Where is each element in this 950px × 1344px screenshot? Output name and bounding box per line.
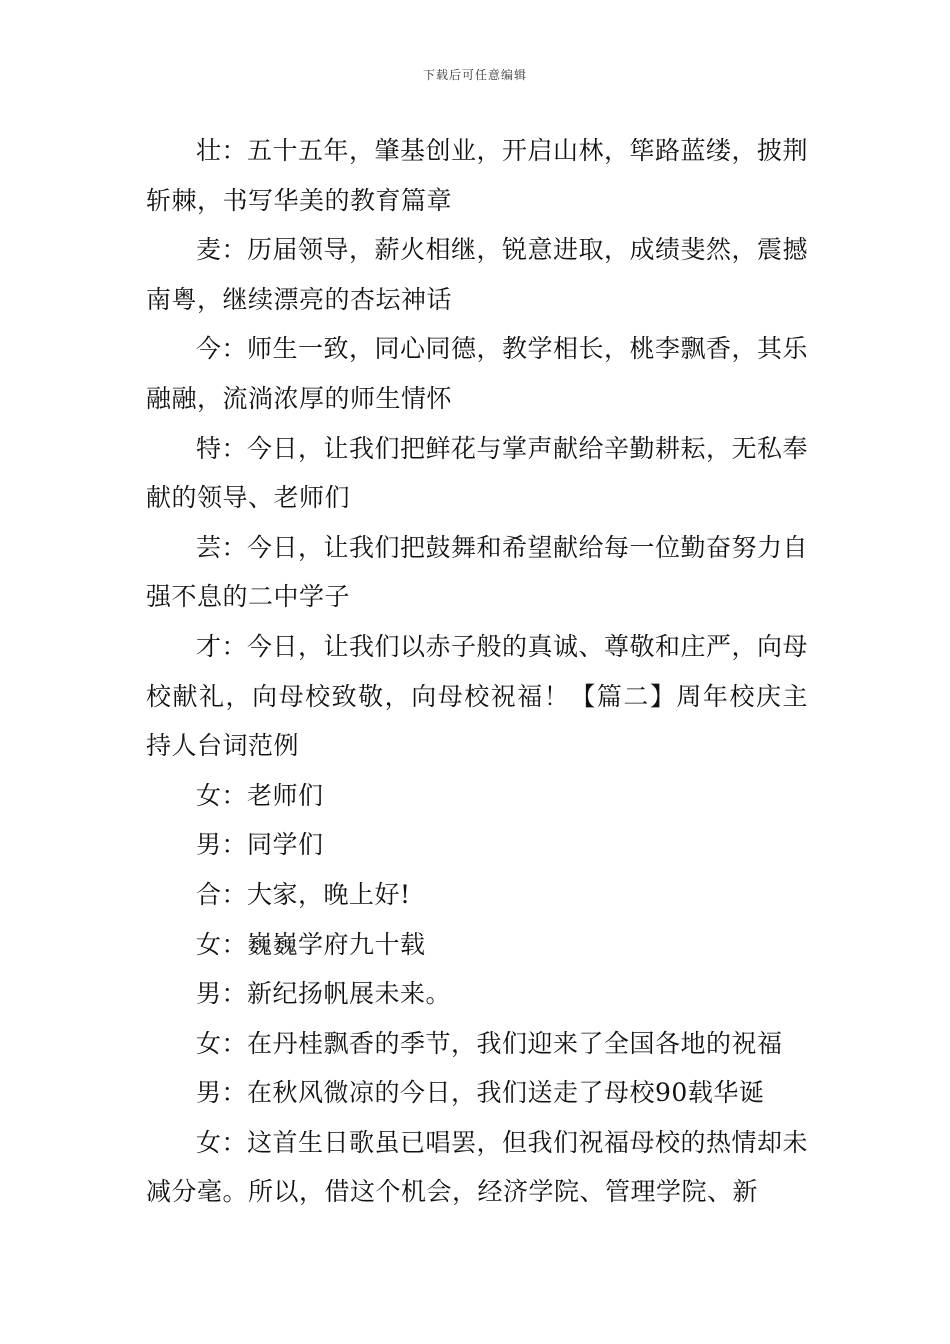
dialogue-line-female-90-years: 女：巍巍学府九十载 xyxy=(196,929,426,959)
paragraph-yun: 芸：今日，让我们把鼓舞和希望献给每一位勤奋努力自强不息的二中学子 xyxy=(146,532,809,612)
dialogue-line-together-greeting: 合：大家，晚上好! xyxy=(196,879,411,909)
dialogue-line-female-birthday-song: 女：这首生日歌虽已唱罢，但我们祝福母校的热情却未减分毫。所以，借这个机会，经济学院、管理学院、新 xyxy=(146,1127,809,1207)
dialogue-line-female-teachers: 女：老师们 xyxy=(196,780,324,810)
document-body xyxy=(146,126,808,1217)
dialogue-line-male-autumn: 男：在秋风微凉的今日，我们送走了母校90载华诞 xyxy=(196,1078,765,1108)
paragraph-zhuang: 壮：五十五年，肇基创业，开启山林，筚路蓝缕，披荆斩棘，书写华美的教育篇章 xyxy=(146,136,809,215)
paragraph-mai: 麦：历届领导，薪火相继，锐意进取，成绩斐然，震撼南粤，继续漂亮的杏坛神话 xyxy=(146,235,809,314)
dialogue-line-male-students: 男：同学们 xyxy=(196,830,324,860)
paragraph-cai: 才：今日，让我们以赤子般的真诚、尊敬和庄严，向母校献礼，向母校致敬，向母校祝福！【篇二】周年校庆主持人台词范例 xyxy=(146,631,809,761)
paragraph-jin: 今：师生一致，同心同德，教学相长，桃李飘香，其乐融融，流淌浓厚的师生情怀 xyxy=(146,334,809,413)
paragraph-te: 特：今日，让我们把鲜花与掌声献给辛勤耕耘，无私奉献的领导、老师们 xyxy=(146,433,809,513)
dialogue-line-male-future: 男：新纪扬帆展未来。 xyxy=(196,979,452,1009)
page-header: 下载后可任意编辑 xyxy=(422,68,527,82)
dialogue-line-female-osmanthus: 女：在丹桂飘香的季节，我们迎来了全国各地的祝福 xyxy=(196,1028,783,1058)
